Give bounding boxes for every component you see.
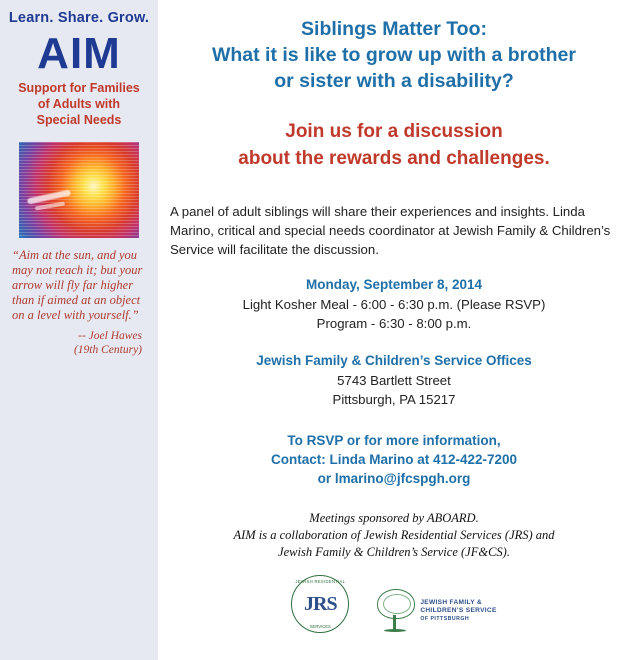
jrs-monogram: JRS xyxy=(304,592,337,615)
sponsor-note xyxy=(170,510,618,561)
rsvp-contact-phone[interactable]: Contact: Linda Marino at 412-422-7200 xyxy=(270,452,518,467)
main-content xyxy=(158,0,632,660)
artwork-streak-secondary-icon xyxy=(35,201,65,210)
support-line-2: of Adults with xyxy=(37,97,121,111)
event-program-time: Program - 6:30 - 8:00 p.m. xyxy=(316,316,472,331)
venue-address-line-2: Pittsburgh, PA 15217 xyxy=(332,392,456,407)
rsvp-block xyxy=(170,431,618,488)
jfcs-line-2: CHILDREN’S SERVICE xyxy=(420,606,497,614)
sidebar-quote-attribution xyxy=(6,329,152,357)
page-title xyxy=(170,16,618,94)
jfcs-logo xyxy=(375,589,496,633)
jfcs-line-1: JEWISH FAMILY & xyxy=(420,598,482,606)
body-paragraph: A panel of adult siblings will share their experiences and insights. Linda Marino, critical and special needs coordinator at Jewish Family & Children’s Service will facilitate the discussion. xyxy=(170,204,611,257)
rsvp-line-1: To RSVP or for more information, xyxy=(287,433,501,448)
subheading xyxy=(170,118,618,172)
sidebar xyxy=(0,0,158,660)
support-line-1: Support for Families xyxy=(18,81,140,95)
sidebar-quote: “Aim at the sun, and you may not reach it; but your arrow will fly far higher than if aimed at an object on a level with yourself.” xyxy=(12,248,143,322)
jrs-ring-bottom-text: SERVICES xyxy=(309,624,331,629)
jrs-logo xyxy=(291,575,349,633)
jrs-ring-top-text: JEWISH RESIDENTIAL xyxy=(295,579,346,584)
tree-canopy-icon xyxy=(377,589,415,619)
sun-artwork-image xyxy=(19,142,139,238)
tree-icon xyxy=(375,589,415,633)
sponsor-line-1: Meetings sponsored by ABOARD. xyxy=(309,511,479,525)
aim-logo: AIM xyxy=(37,29,121,78)
rsvp-contact-email[interactable]: or lmarino@jfcspgh.org xyxy=(317,471,471,486)
sponsor-line-2: AIM is a collaboration of Jewish Residential Services (JRS) and xyxy=(233,528,555,542)
quote-author: -- Joel Hawes xyxy=(78,330,142,342)
tree-root-icon xyxy=(384,629,406,632)
jfcs-line-3: OF PITTSBURGH xyxy=(420,616,470,623)
footer-logos xyxy=(170,575,618,633)
subhead-line-1: Join us for a discussion xyxy=(285,121,503,142)
headline-line-2: What it is like to grow up with a brother xyxy=(211,44,576,66)
quote-century: (19th Century) xyxy=(73,344,142,356)
sidebar-tagline: Learn. Share. Grow. xyxy=(8,10,150,26)
event-meal-time: Light Kosher Meal - 6:00 - 6:30 p.m. (Please RSVP) xyxy=(242,297,546,312)
headline-line-1: Siblings Matter Too: xyxy=(301,18,487,40)
event-date: Monday, September 8, 2014 xyxy=(305,277,483,292)
venue-address-line-1: 5743 Bartlett Street xyxy=(337,373,451,388)
support-line-3: Special Needs xyxy=(36,113,122,127)
jfcs-logo-text xyxy=(420,599,496,624)
sponsor-line-3: Jewish Family & Children’s Service (JF&CS). xyxy=(278,545,510,559)
subhead-line-2: about the rewards and challenges. xyxy=(238,148,550,169)
sidebar-support-text xyxy=(6,80,152,128)
headline-line-3: or sister with a disability? xyxy=(274,70,514,92)
venue-name: Jewish Family & Children’s Service Offices xyxy=(256,353,532,368)
